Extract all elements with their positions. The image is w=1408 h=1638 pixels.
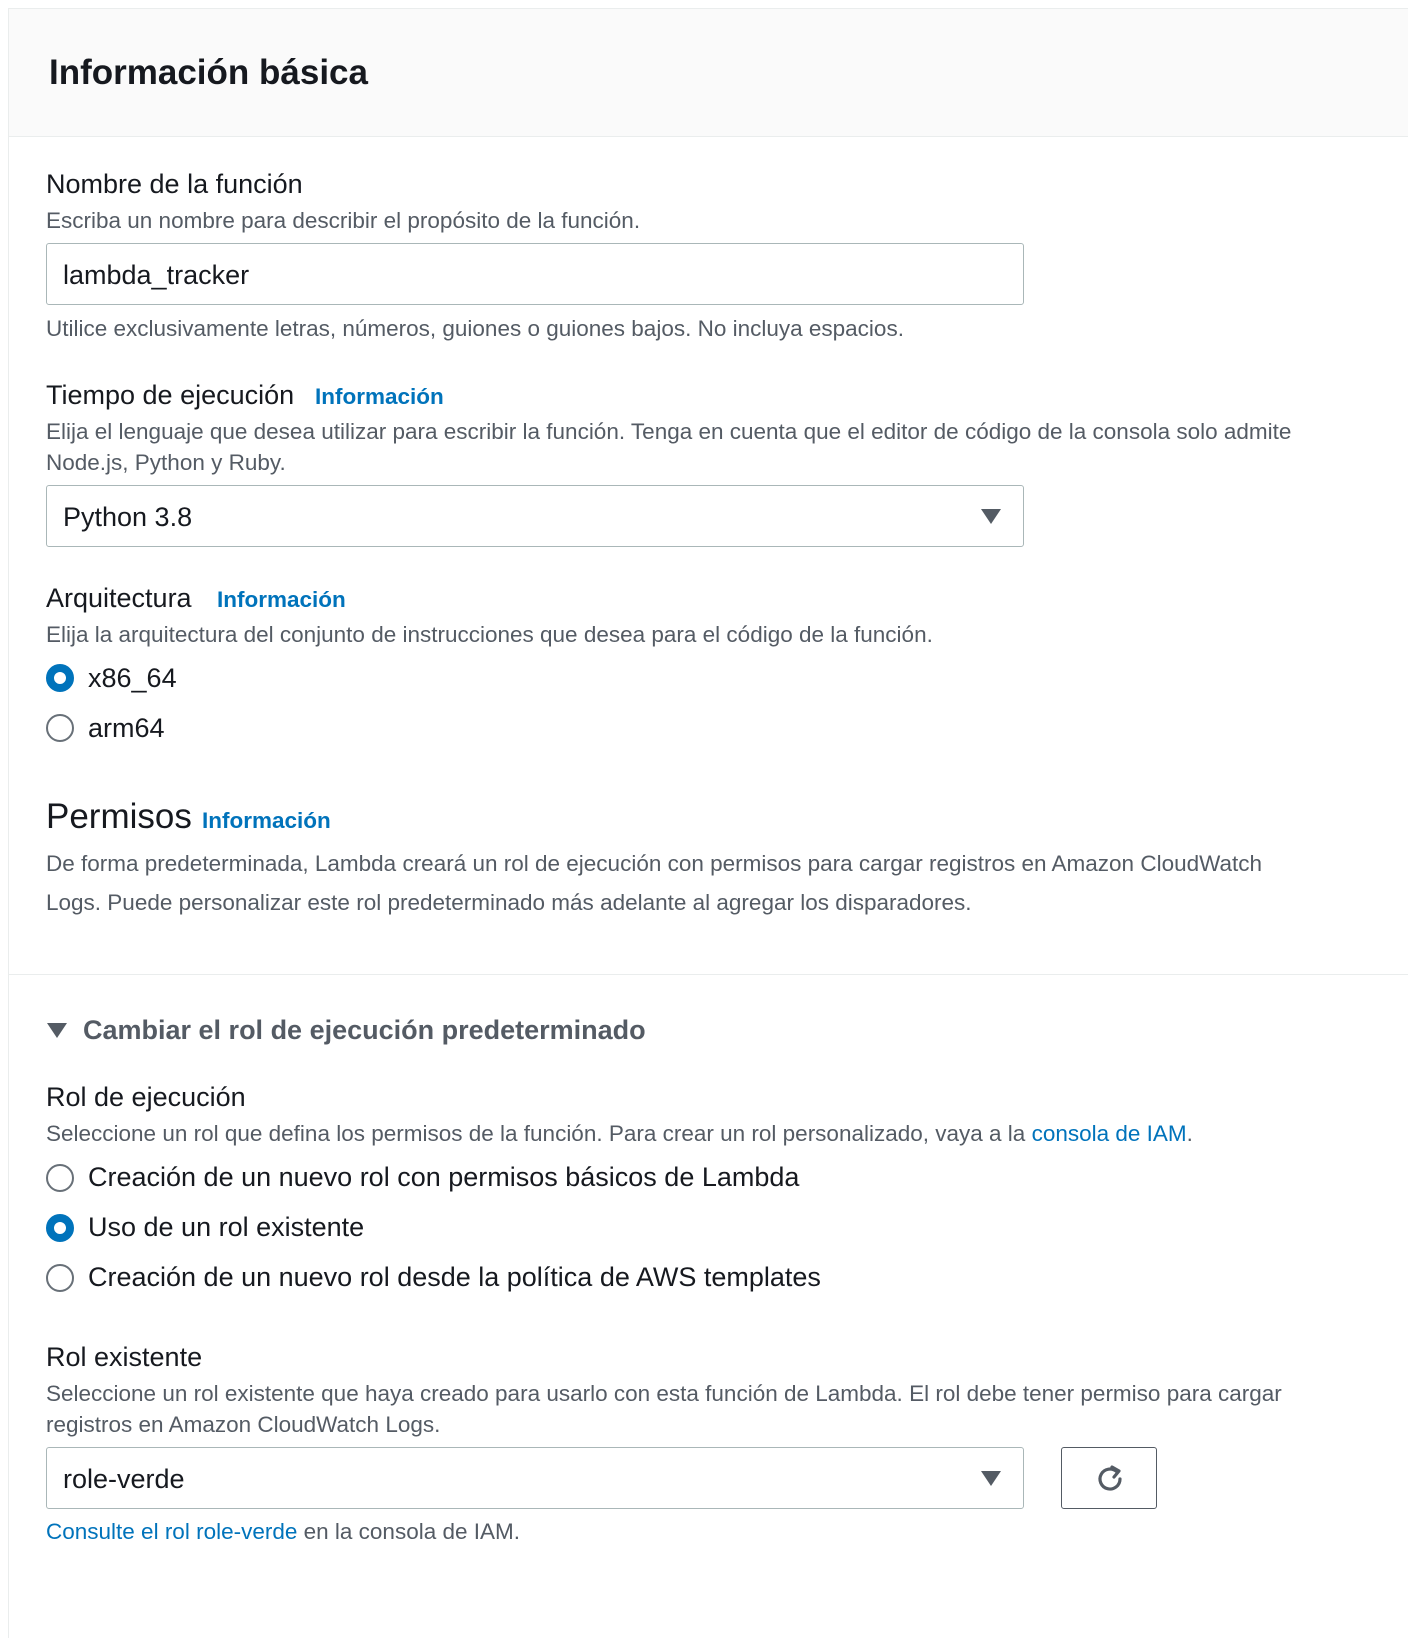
- expander-caret-down-icon[interactable]: [47, 1023, 67, 1038]
- role-radio-from-template[interactable]: [46, 1264, 74, 1292]
- architecture-option-arm64-label[interactable]: arm64: [88, 713, 165, 743]
- execution-role-description-suffix: .: [1186, 1121, 1193, 1146]
- function-name-input[interactable]: [46, 243, 1024, 305]
- runtime-info-link[interactable]: Información: [315, 384, 444, 409]
- panel-header: [9, 9, 1408, 137]
- runtime-description-line1: Elija el lenguaje que desea utilizar para escribir la función. Tenga en cuenta que el editor de código de la consola solo admite: [46, 419, 1292, 444]
- execution-role-description: [46, 1118, 1193, 1150]
- architecture-option-x86_64-label[interactable]: x86_64: [88, 663, 177, 693]
- runtime-description-line2: Node.js, Python y Ruby.: [46, 450, 286, 475]
- caret-down-icon: [981, 509, 1001, 524]
- architecture-description: Elija la arquitectura del conjunto de instrucciones que desea para el código de la función.: [46, 622, 933, 647]
- change-default-role-expander[interactable]: Cambiar el rol de ejecución predeterminado: [83, 1015, 646, 1045]
- permissions-info-link[interactable]: Información: [202, 808, 331, 833]
- view-role-in-iam-link[interactable]: Consulte el rol role-verde: [46, 1519, 298, 1544]
- existing-role-footer: [46, 1516, 520, 1548]
- execution-role-description-text: Seleccione un rol que defina los permisos de la función. Para crear un rol personalizado, vaya a la: [46, 1121, 1032, 1146]
- role-option-new-basic-label[interactable]: Creación de un nuevo rol con permisos básicos de Lambda: [88, 1162, 800, 1192]
- role-radio-new-basic[interactable]: [46, 1164, 74, 1192]
- permissions-description-line2: Logs. Puede personalizar este rol predeterminado más adelante al agregar los disparadores.: [46, 890, 972, 915]
- panel-title: Información básica: [49, 53, 368, 92]
- function-name-label: Nombre de la función: [46, 169, 303, 199]
- refresh-roles-button[interactable]: [1061, 1447, 1157, 1509]
- function-name-value: lambda_tracker: [63, 260, 250, 290]
- role-option-from-template-label[interactable]: Creación de un nuevo rol desde la política de AWS templates: [88, 1262, 821, 1292]
- existing-role-description-line2: registros en Amazon CloudWatch Logs.: [46, 1412, 441, 1437]
- existing-role-footer-suffix: en la consola de IAM.: [297, 1519, 521, 1544]
- runtime-label: Tiempo de ejecución: [46, 380, 295, 410]
- refresh-icon: [1092, 1461, 1128, 1497]
- architecture-info-link[interactable]: Información: [217, 587, 346, 612]
- existing-role-selected-value: role-verde: [63, 1464, 185, 1494]
- runtime-selected-value: Python 3.8: [63, 502, 193, 532]
- execution-role-label: Rol de ejecución: [46, 1082, 246, 1112]
- function-name-hint: Utilice exclusivamente letras, números, guiones o guiones bajos. No incluya espacios.: [46, 316, 904, 341]
- section-divider: [8, 974, 1408, 975]
- permissions-description-line1: De forma predeterminada, Lambda creará un rol de ejecución con permisos para cargar registros en Amazon CloudWatch: [46, 851, 1263, 876]
- architecture-radio-arm64[interactable]: [46, 714, 74, 742]
- role-option-existing-label[interactable]: Uso de un rol existente: [88, 1212, 365, 1242]
- caret-down-icon: [981, 1471, 1001, 1486]
- role-radio-existing[interactable]: [46, 1214, 74, 1242]
- existing-role-description-line1: Seleccione un rol existente que haya creado para usarlo con esta función de Lambda. El rol debe tener permiso para cargar: [46, 1381, 1282, 1406]
- architecture-label: Arquitectura: [46, 583, 192, 613]
- runtime-select[interactable]: [46, 485, 1024, 547]
- architecture-radio-x86_64[interactable]: [46, 664, 74, 692]
- existing-role-select[interactable]: [46, 1447, 1024, 1509]
- permissions-title: Permisos: [46, 797, 192, 836]
- function-name-description: Escriba un nombre para describir el propósito de la función.: [46, 208, 641, 233]
- existing-role-label: Rol existente: [46, 1342, 203, 1372]
- iam-console-link[interactable]: consola de IAM: [1031, 1121, 1187, 1146]
